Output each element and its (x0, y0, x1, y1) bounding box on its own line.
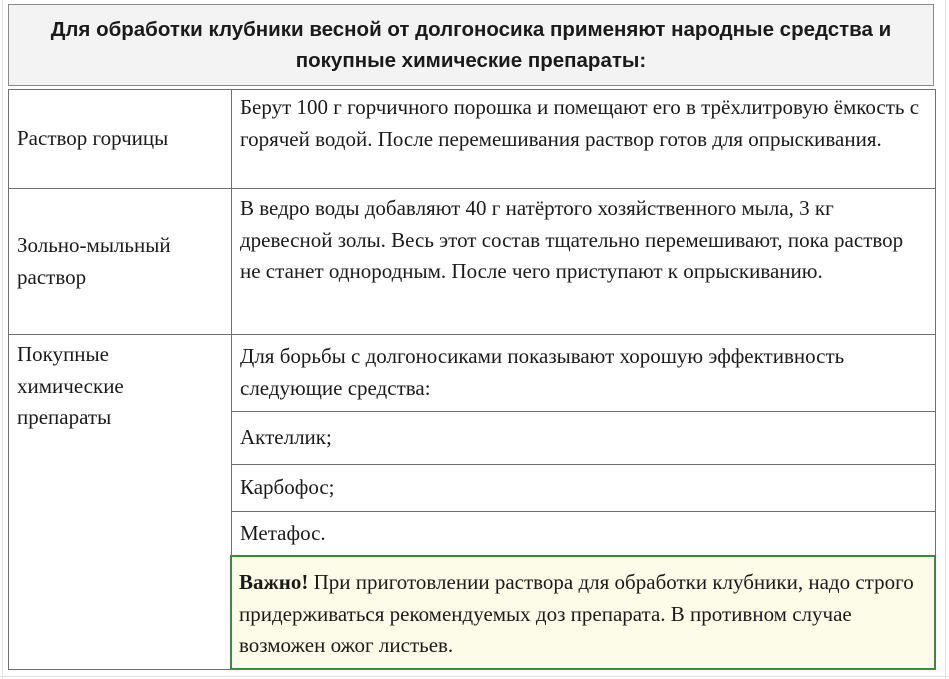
strawberry-treatment-table (8, 4, 936, 671)
chemicals-intro: Для борьбы с долгоносиками показывают хорошую эффективность следующие средства: (240, 344, 845, 400)
row-label-mustard (8, 89, 232, 189)
chemical-item (231, 411, 936, 465)
important-note (230, 555, 936, 670)
header-title-line2: покупные химические препараты: (295, 49, 647, 72)
row-label-chemicals (8, 334, 232, 670)
chemicals-label-line2: химические (17, 373, 124, 398)
chemicals-intro-cell (231, 334, 936, 412)
important-text: При приготовлении раствора для обработки клубники, надо строго придерживаться рекомендуемых доз препарата. В противном случае возможен ожог листьев. (239, 570, 914, 657)
chemicals-label-line3: препараты (17, 405, 112, 429)
ash-soap-label-line1: Зольно-мыльный (17, 233, 171, 257)
mustard-label: Раствор горчицы (17, 126, 169, 151)
ash-soap-label-line2: раствор (17, 264, 87, 289)
sheet-gridline (2, 0, 3, 679)
chemical-item-karbofos: Карбофос; (240, 475, 335, 500)
important-prefix: Важно! (239, 570, 309, 594)
chemical-item-metafos: Метафос. (240, 521, 326, 546)
row-text-mustard (231, 89, 936, 189)
table-header (8, 4, 934, 86)
chemicals-label-line1: Покупные (17, 342, 109, 366)
chemical-item (231, 511, 936, 557)
chemical-item (231, 464, 936, 512)
chemical-item-actellic: Актеллик; (240, 425, 332, 450)
row-text-ash-soap (231, 188, 936, 335)
ash-soap-description: В ведро воды добавляют 40 г натёртого хозяйственного мыла, 3 кг древесной золы. Весь этот состав тщательно перемешивают, пока раствор не станет однородным. После чего приступают к опрыскиванию. (240, 196, 904, 283)
row-label-ash-soap (8, 188, 232, 335)
mustard-description: Берут 100 г горчичного порошка и помещают его в трёхлитровую ёмкость с горячей водой. После перемешивания раствор готов для опрыскивания. (240, 95, 920, 151)
sheet-gridline (945, 0, 946, 679)
sheet-gridline (0, 676, 949, 677)
header-title-line1: Для обработки клубники весной от долгоносика применяют народные средства и (50, 18, 892, 41)
